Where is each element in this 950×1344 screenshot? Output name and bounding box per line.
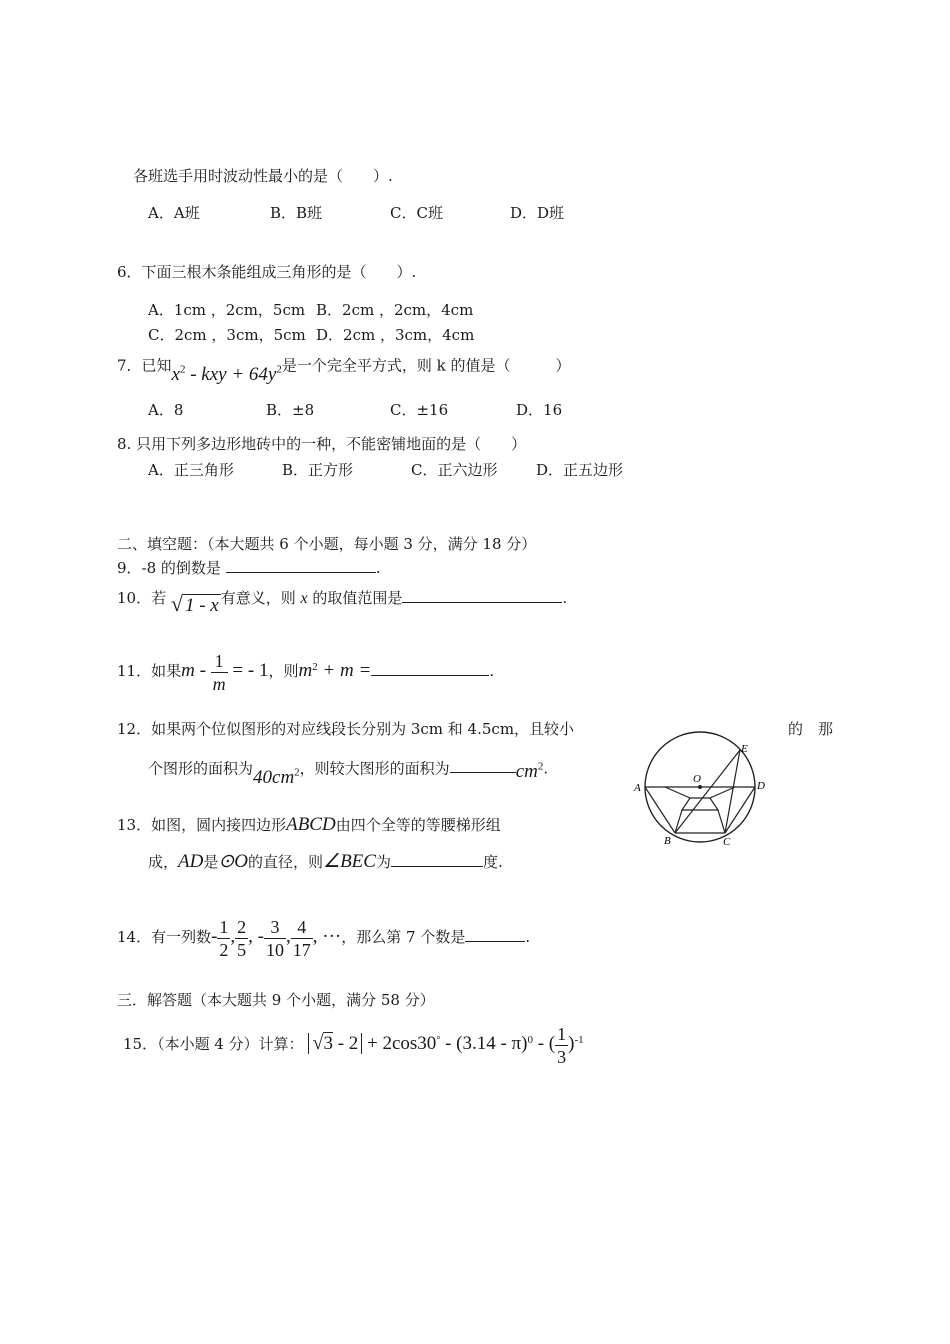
q12-line1-tail: 的 那 — [788, 720, 834, 738]
q14-dots: , ··· — [312, 926, 342, 947]
q7-expr-x: x — [171, 364, 180, 386]
q13-line1-b: 由四个全等的等腰梯形组 — [335, 816, 501, 834]
figure-line-be — [675, 750, 740, 833]
figure-label-c: C — [723, 836, 731, 848]
q15-prefix: 15．（本小题 4 分）计算： — [123, 1035, 304, 1053]
figure-link-1 — [675, 810, 682, 833]
q15-abs-root: 3 — [323, 1033, 333, 1054]
q14-term-1-num: 1 — [219, 916, 229, 937]
q14-suffix: ，那么第 7 个数是 — [341, 928, 466, 946]
q11-comma: ，则 — [268, 662, 299, 680]
q13-abcd: ABCD — [286, 814, 336, 835]
figure-label-e: E — [741, 743, 748, 755]
q15-abs: √3 - 2 — [308, 1033, 362, 1054]
q7-option-c: C．±16 — [390, 401, 449, 419]
q14-end: . — [525, 928, 531, 946]
q6-stem: 6．下面三根木条能组成三角形的是（ ）. — [117, 263, 417, 281]
q11-frac-den: m — [212, 673, 226, 694]
q11-m: m — [181, 660, 195, 681]
q7-option-a: A．8 — [148, 401, 184, 419]
q13-line2-c: 的直径，则 — [248, 853, 324, 871]
section3-title: 三．解答题（本大题共 9 个小题，满分 58 分） — [117, 991, 435, 1009]
q14-term-3 — [264, 916, 286, 961]
q11-answer-blank[interactable] — [371, 661, 489, 676]
q6-option-d: D．2cm ，3cm，4cm — [316, 326, 475, 344]
q13-answer-blank[interactable] — [391, 852, 483, 867]
q13-line1 — [117, 815, 501, 835]
q14-sign-1: - — [211, 926, 218, 947]
q9-end: . — [375, 559, 381, 577]
q9-line — [117, 558, 381, 578]
q5-stem: 各班选手用时波动性最小的是（ ）. — [133, 167, 393, 185]
q14-sign-2: , — [230, 926, 236, 947]
q10-prefix: 10．若 — [117, 589, 167, 607]
q13-line2-e: 度. — [482, 853, 503, 871]
q10-line — [117, 586, 568, 616]
figure-label-a: A — [634, 782, 641, 794]
q11-rhs-sup: 2 — [312, 661, 318, 673]
q14-term-2 — [235, 916, 248, 961]
figure-label-d: D — [757, 780, 765, 792]
q14-sign-4: , — [286, 926, 291, 947]
q15-line — [123, 1018, 584, 1068]
q14-term-4-den: 17 — [292, 939, 311, 960]
q12-end: . — [543, 759, 549, 778]
q14-line — [117, 914, 530, 961]
q12-unit — [516, 761, 544, 782]
q7-line — [117, 350, 571, 386]
q7-expr-sup1: 2 — [179, 364, 186, 376]
q15-fraction — [555, 1023, 568, 1068]
q10-answer-blank[interactable] — [402, 588, 562, 603]
section2-title: 二、填空题：（本大题共 6 个小题，每小题 3 分，满分 18 分） — [117, 535, 537, 553]
q13-line2-d: 为 — [375, 853, 391, 871]
q14-term-2-den: 5 — [237, 939, 247, 960]
q15-deg: ° — [436, 1035, 441, 1046]
q12-line1: 12．如果两个位似图形的对应线段长分别为 3cm 和 4.5cm，且较小 — [117, 720, 575, 738]
q14-term-2-num: 2 — [237, 916, 247, 937]
q8-option-d: D．正五边形 — [536, 461, 624, 479]
q15-abs-rest: - 2 — [332, 1033, 359, 1054]
q12-unit-sup: 2 — [537, 761, 544, 773]
q7-prefix: 7．已知 — [117, 356, 172, 375]
q7-option-b: B．±8 — [266, 401, 315, 419]
q12-area-sup: 2 — [294, 767, 300, 779]
figure-label-o: O — [693, 773, 701, 785]
figure-link-2 — [718, 810, 725, 833]
q10-var: x — [300, 590, 308, 607]
q15-term4-b: ) — [568, 1033, 575, 1054]
q7-expr-sup2: 2 — [276, 364, 282, 376]
q14-term-1 — [217, 916, 230, 961]
q7-suffix: 是一个完全平方式，则 k 的值是（ ） — [281, 356, 571, 375]
q13-line2 — [148, 852, 503, 872]
q12-area — [253, 767, 300, 788]
q5-option-b: B．B班 — [270, 204, 323, 222]
q10-radicand: 1 - x — [184, 595, 219, 616]
q15-term2: + 2cos30 — [362, 1033, 437, 1054]
q12-answer-blank[interactable] — [450, 758, 516, 773]
q11-line — [117, 645, 494, 695]
q10-end: . — [562, 589, 568, 607]
q9-text: 9．-8 的倒数是 — [117, 559, 221, 577]
q15-frac-num: 1 — [557, 1023, 567, 1044]
q13-figure — [630, 730, 770, 850]
q5-option-a: A．A班 — [148, 204, 200, 222]
q8-option-a: A．正三角形 — [148, 461, 234, 479]
q15-exp: -1 — [574, 1034, 584, 1046]
q7-expr-mid: - kxy + 64y — [185, 364, 277, 386]
q14-answer-blank[interactable] — [465, 927, 525, 942]
q7-expr — [172, 364, 282, 385]
q11-rhs-m: m — [298, 660, 313, 681]
q11-eq: = - 1 — [227, 660, 269, 681]
q15-zero: 0 — [527, 1034, 533, 1046]
q13-line1-a: 13．如图，圆内接四边形 — [117, 816, 287, 834]
q14-term-3-den: 10 — [266, 939, 284, 960]
figure-link-3 — [665, 787, 690, 798]
q12-line2 — [148, 745, 549, 789]
q15-term3: - (3.14 - π) — [440, 1033, 528, 1054]
q13-line2-b: 是 — [203, 853, 219, 871]
q15-frac-den: 3 — [557, 1046, 567, 1067]
q14-prefix: 14．有一列数 — [117, 928, 212, 946]
q12-area-value: 40cm — [253, 767, 295, 789]
q11-frac-num: 1 — [211, 650, 228, 673]
q14-sign-3: , - — [248, 926, 264, 947]
q12-line2-a: 个图形的面积为 — [148, 759, 254, 778]
q8-option-b: B．正方形 — [282, 461, 354, 479]
q14-term-4 — [291, 916, 313, 961]
q9-answer-blank[interactable] — [226, 558, 376, 573]
q6-option-a: A．1cm ，2cm，5cm — [148, 301, 306, 319]
figure-center-dot — [698, 785, 702, 789]
q10-suffix: 的取值范围是 — [312, 589, 403, 607]
q7-option-d: D．16 — [516, 401, 563, 419]
figure-inner-quad — [682, 798, 718, 810]
q11-prefix: 11．如果 — [117, 662, 182, 680]
q15-term4-a: - ( — [532, 1033, 556, 1054]
q14-term-4-num: 4 — [291, 916, 313, 939]
q10-sqrt: √ 1 - x — [170, 591, 219, 616]
q11-fraction — [211, 650, 228, 695]
q11-rhs-rest: + m = — [317, 660, 372, 681]
q10-middle: 有意义，则 — [220, 589, 296, 607]
q14-term-1-den: 2 — [219, 939, 229, 960]
q13-angle: ∠BEC — [323, 851, 376, 872]
q6-option-c: C．2cm ，3cm，5cm — [148, 326, 306, 344]
q5-option-c: C．C班 — [390, 204, 443, 222]
q14-term-3-num: 3 — [264, 916, 286, 939]
q6-option-b: B．2cm ，2cm，4cm — [316, 301, 474, 319]
q8-option-c: C．正六边形 — [411, 461, 498, 479]
q8-stem: 8. 只用下列多边形地砖中的一种，不能密铺地面的是（ ） — [117, 435, 527, 453]
q11-minus: - — [194, 660, 211, 681]
q13-line2-a: 成， — [148, 853, 179, 871]
q12-line2-b: ，则较大图形的面积为 — [299, 759, 450, 778]
q13-circle-o: ⊙O — [218, 851, 249, 872]
q5-option-d: D．D班 — [510, 204, 565, 222]
figure-label-b: B — [664, 835, 671, 847]
q13-ad: AD — [178, 851, 204, 872]
q11-end: . — [489, 662, 495, 680]
q12-unit-text: cm — [515, 761, 538, 783]
